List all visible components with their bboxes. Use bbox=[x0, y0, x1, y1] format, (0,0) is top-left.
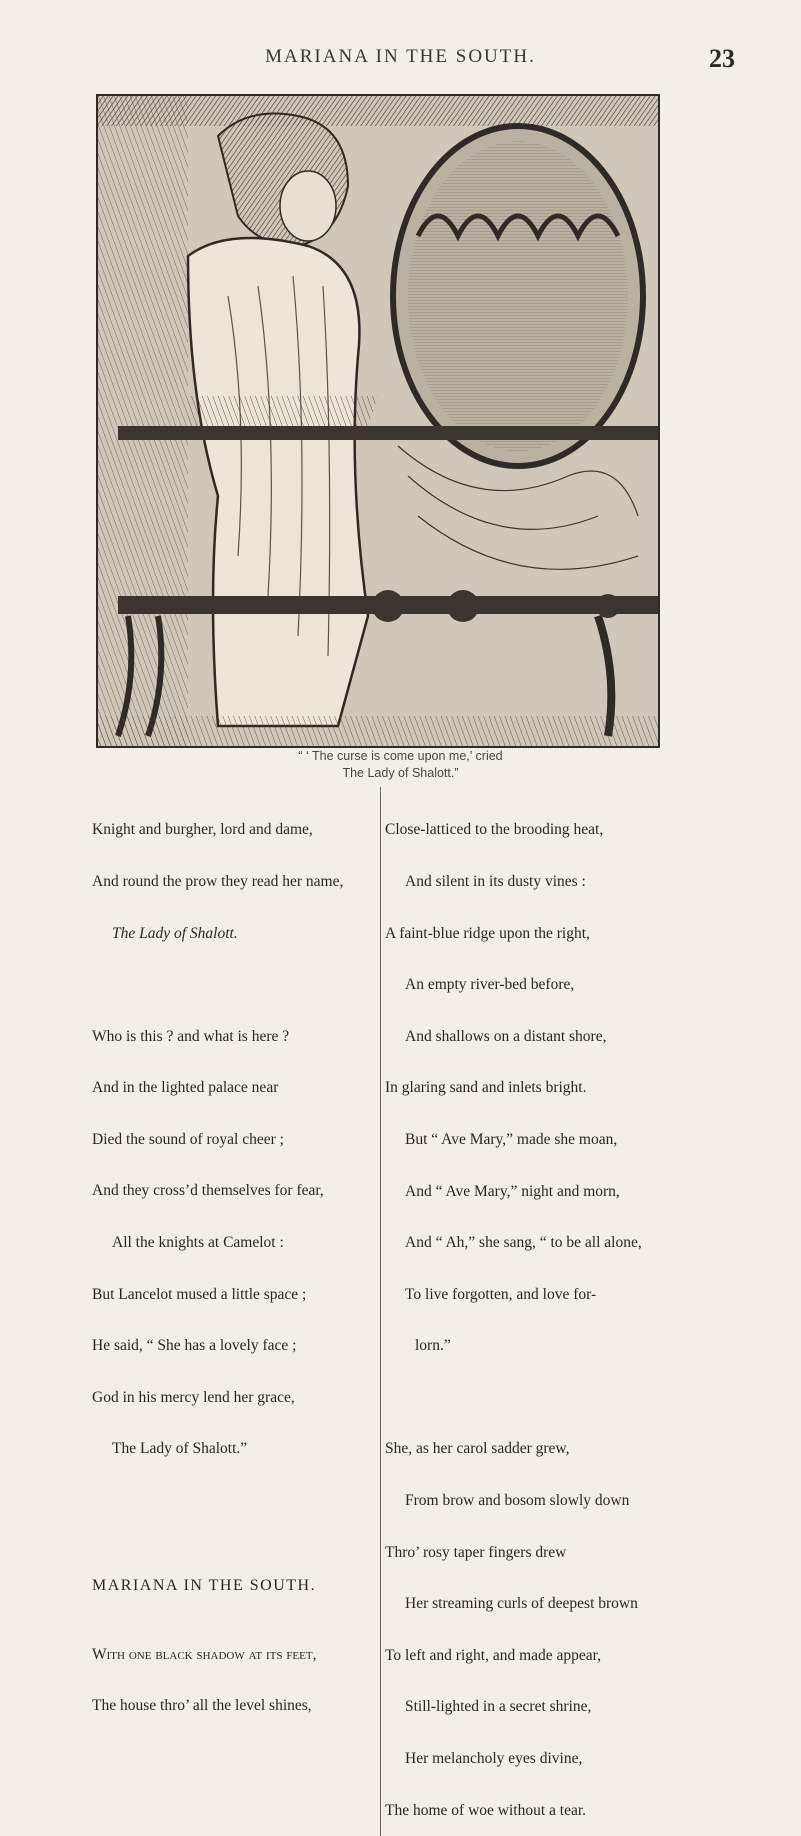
page-number: 23 bbox=[709, 44, 735, 73]
verse-line: Her melancholy eyes divine, bbox=[405, 1749, 583, 1767]
verse-line: To live forgotten, and love for- bbox=[405, 1285, 597, 1303]
verse-line: lorn.” bbox=[415, 1337, 451, 1355]
verse-line: And silent in its dusty vines : bbox=[405, 873, 586, 890]
verse-line: Died the sound of royal cheer ; bbox=[92, 1130, 284, 1148]
verse-line: The house thro’ all the level shines, bbox=[92, 1697, 312, 1715]
verse-line: But Lancelot mused a little space ; bbox=[92, 1285, 307, 1303]
verse-line: And “ Ave Mary,” night and morn, bbox=[405, 1182, 620, 1200]
verse-line: And round the prow they read her name, bbox=[92, 873, 344, 890]
verse-line: To left and right, and made appear, bbox=[385, 1646, 602, 1664]
verse-line: The Lady of Shalott.” bbox=[112, 1440, 248, 1458]
verse-line: Her streaming curls of deepest brown bbox=[405, 1595, 638, 1613]
verse-line: God in his mercy lend her grace, bbox=[92, 1388, 295, 1406]
engraving-illustration bbox=[96, 94, 660, 748]
caption-line: The Lady of Shalott.” bbox=[342, 766, 459, 781]
verse-line: From brow and bosom slowly down bbox=[405, 1491, 630, 1509]
left-column bbox=[92, 787, 367, 1732]
verse-line: Who is this ? and what is here ? bbox=[92, 1027, 290, 1045]
verse-line: Still-lighted in a secret shrine, bbox=[405, 1698, 592, 1716]
verse-line: And “ Ah,” she sang, “ to be all alone, bbox=[405, 1234, 642, 1252]
verse-line: Knight and burgher, lord and dame, bbox=[92, 821, 313, 839]
verse-line: She, as her carol sadder grew, bbox=[385, 1440, 570, 1458]
verse-line: And shallows on a distant shore, bbox=[405, 1027, 607, 1045]
verse-line: The home of woe without a tear. bbox=[385, 1801, 587, 1819]
illustration-caption bbox=[0, 748, 801, 782]
verse-line: An empty river-bed before, bbox=[405, 976, 575, 994]
verse-line: And they cross’d themselves for fear, bbox=[92, 1182, 324, 1200]
verse-line: And in the lighted palace near bbox=[92, 1079, 279, 1097]
running-head: MARIANA IN THE SOUTH. bbox=[265, 46, 536, 67]
verse-line: All the knights at Camelot : bbox=[112, 1233, 284, 1251]
verse-line: Close-latticed to the brooding heat, bbox=[385, 821, 604, 839]
verse-line: Thro’ rosy taper fingers drew bbox=[385, 1543, 567, 1561]
verse-line: With one black shadow at its feet, bbox=[92, 1645, 317, 1663]
section-title: MARIANA IN THE SOUTH. bbox=[92, 1577, 317, 1595]
verse-line: The Lady of Shalott. bbox=[112, 924, 238, 942]
right-column bbox=[380, 787, 725, 1836]
caption-line: “ ‘ The curse is come upon me,’ cried bbox=[298, 749, 503, 763]
verse-line: But “ Ave Mary,” made she moan, bbox=[405, 1130, 618, 1148]
lady-of-shalott-engraving bbox=[98, 96, 658, 746]
verse-line: A faint-blue ridge upon the right, bbox=[385, 924, 590, 942]
verse-line: In glaring sand and inlets bright. bbox=[385, 1079, 587, 1097]
verse-line: He said, “ She has a lovely face ; bbox=[92, 1337, 297, 1355]
